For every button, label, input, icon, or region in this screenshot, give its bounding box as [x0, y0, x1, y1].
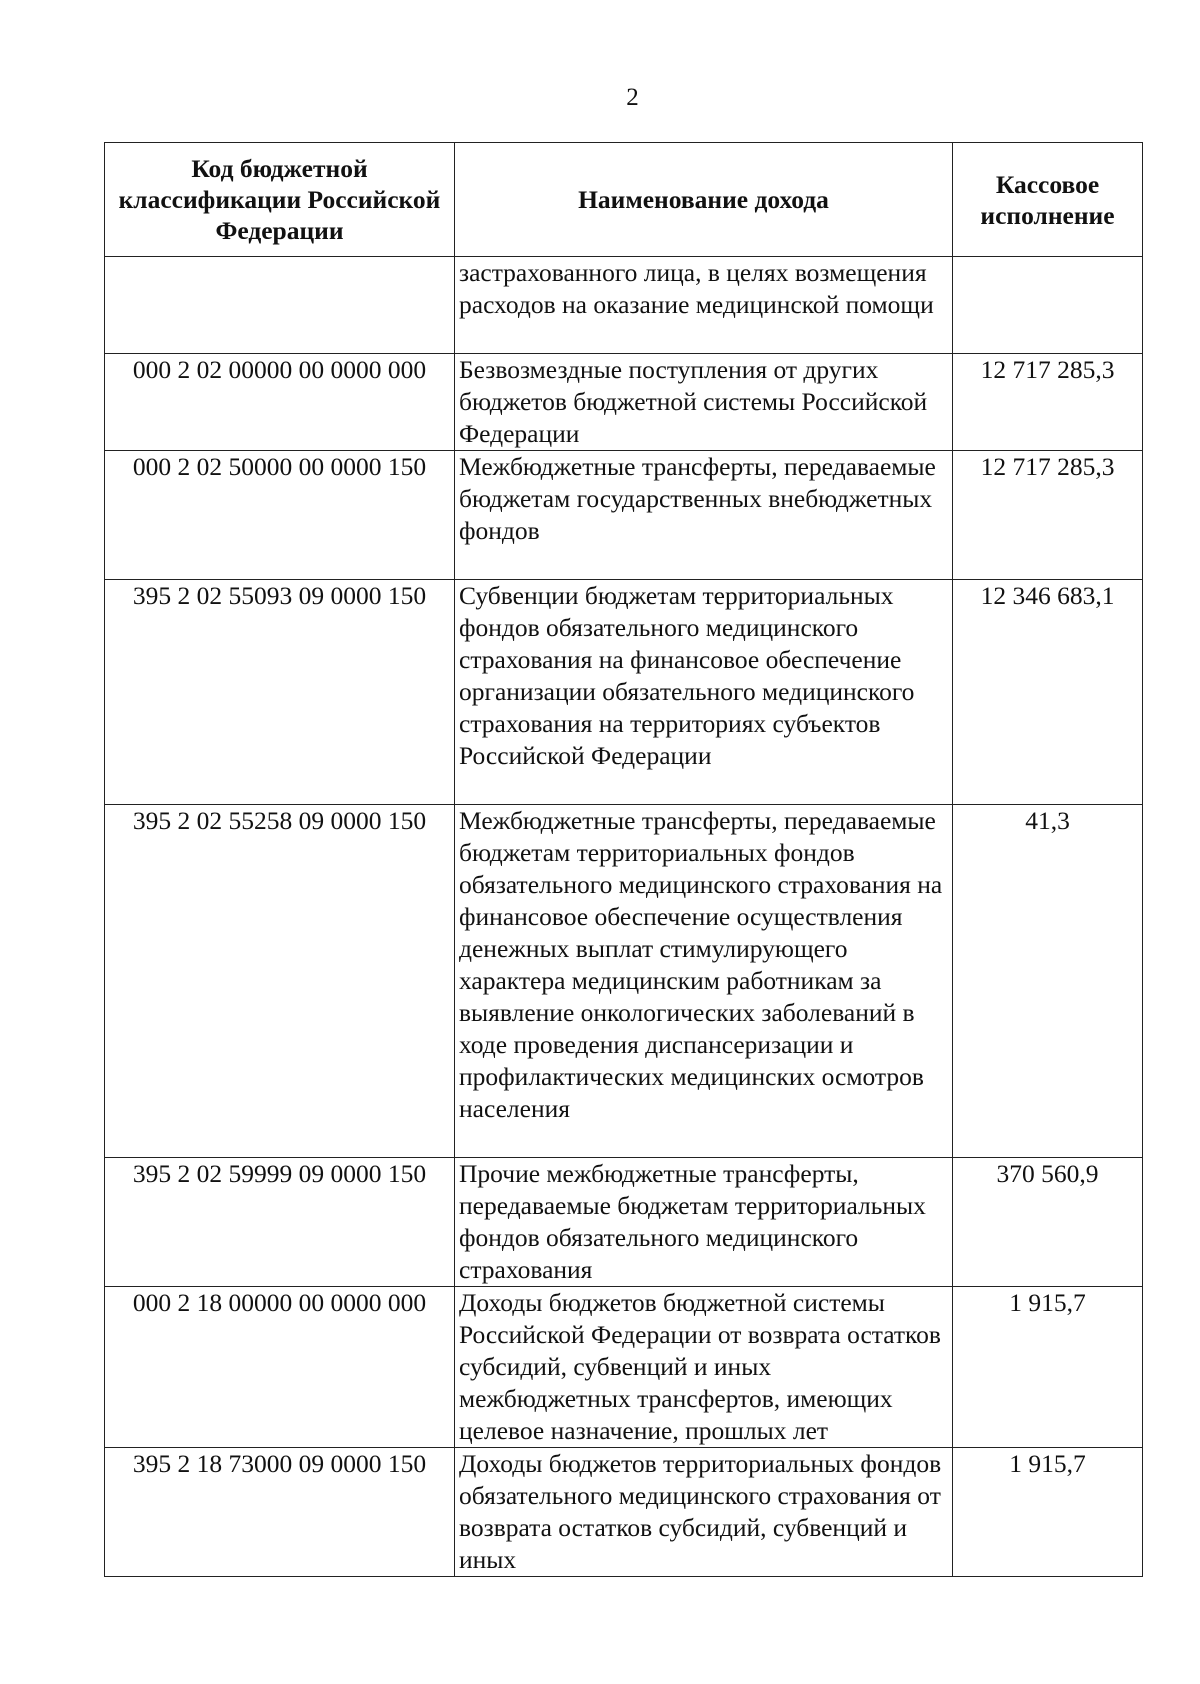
table-row — [105, 257, 1143, 354]
revenue-table — [104, 142, 1143, 1577]
table-header-row — [105, 143, 1143, 257]
table-row — [105, 1448, 1143, 1577]
row-name: застрахованного лица, в целях возмещения расходов на оказание медицинской помощи — [455, 257, 953, 354]
row-code: 395 2 02 59999 09 0000 150 — [105, 1158, 455, 1287]
header-amount: Кассовое исполнение — [953, 143, 1143, 257]
row-name: Межбюджетные трансферты, передаваемые бюджетам государственных внебюджетных фондов — [455, 451, 953, 580]
row-name: Межбюджетные трансферты, передаваемые бюджетам территориальных фондов обязательного медицинского страхования на финансовое обеспечение осуществления денежных выплат стимулирующего характера медицинским работникам за выявление онкологических заболеваний в ходе проведения диспансеризации и профилактических медицинских осмотров населения — [455, 805, 953, 1158]
table-row — [105, 354, 1143, 451]
row-amount: 12 717 285,3 — [953, 451, 1143, 580]
row-name: Доходы бюджетов бюджетной системы Российской Федерации от возврата остатков субсидий, субвенций и иных межбюджетных трансфертов, имеющих целевое назначение, прошлых лет — [455, 1287, 953, 1448]
header-name: Наименование дохода — [455, 143, 953, 257]
header-code: Код бюджетной классификации Российской Федерации — [105, 143, 455, 257]
row-code: 000 2 18 00000 00 0000 000 — [105, 1287, 455, 1448]
table-row — [105, 580, 1143, 805]
page-number: 2 — [626, 84, 639, 111]
row-amount: 41,3 — [953, 805, 1143, 1158]
row-amount: 12 346 683,1 — [953, 580, 1143, 805]
row-code — [105, 257, 455, 354]
row-code: 000 2 02 50000 00 0000 150 — [105, 451, 455, 580]
row-name: Прочие межбюджетные трансферты, передаваемые бюджетам территориальных фондов обязательного медицинского страхования — [455, 1158, 953, 1287]
table-row — [105, 805, 1143, 1158]
row-name: Доходы бюджетов территориальных фондов обязательного медицинского страхования от возврата остатков субсидий, субвенций и иных — [455, 1448, 953, 1577]
row-code: 000 2 02 00000 00 0000 000 — [105, 354, 455, 451]
row-amount: 1 915,7 — [953, 1287, 1143, 1448]
table-row — [105, 451, 1143, 580]
row-amount: 12 717 285,3 — [953, 354, 1143, 451]
row-name: Безвозмездные поступления от других бюджетов бюджетной системы Российской Федерации — [455, 354, 953, 451]
row-code: 395 2 02 55093 09 0000 150 — [105, 580, 455, 805]
row-name: Субвенции бюджетам территориальных фондов обязательного медицинского страхования на финансовое обеспечение организации обязательного медицинского страхования на территориях субъектов Российской Федерации — [455, 580, 953, 805]
row-amount: 1 915,7 — [953, 1448, 1143, 1577]
row-amount — [953, 257, 1143, 354]
row-code: 395 2 18 73000 09 0000 150 — [105, 1448, 455, 1577]
table-row — [105, 1287, 1143, 1448]
row-code: 395 2 02 55258 09 0000 150 — [105, 805, 455, 1158]
table-row — [105, 1158, 1143, 1287]
row-amount: 370 560,9 — [953, 1158, 1143, 1287]
